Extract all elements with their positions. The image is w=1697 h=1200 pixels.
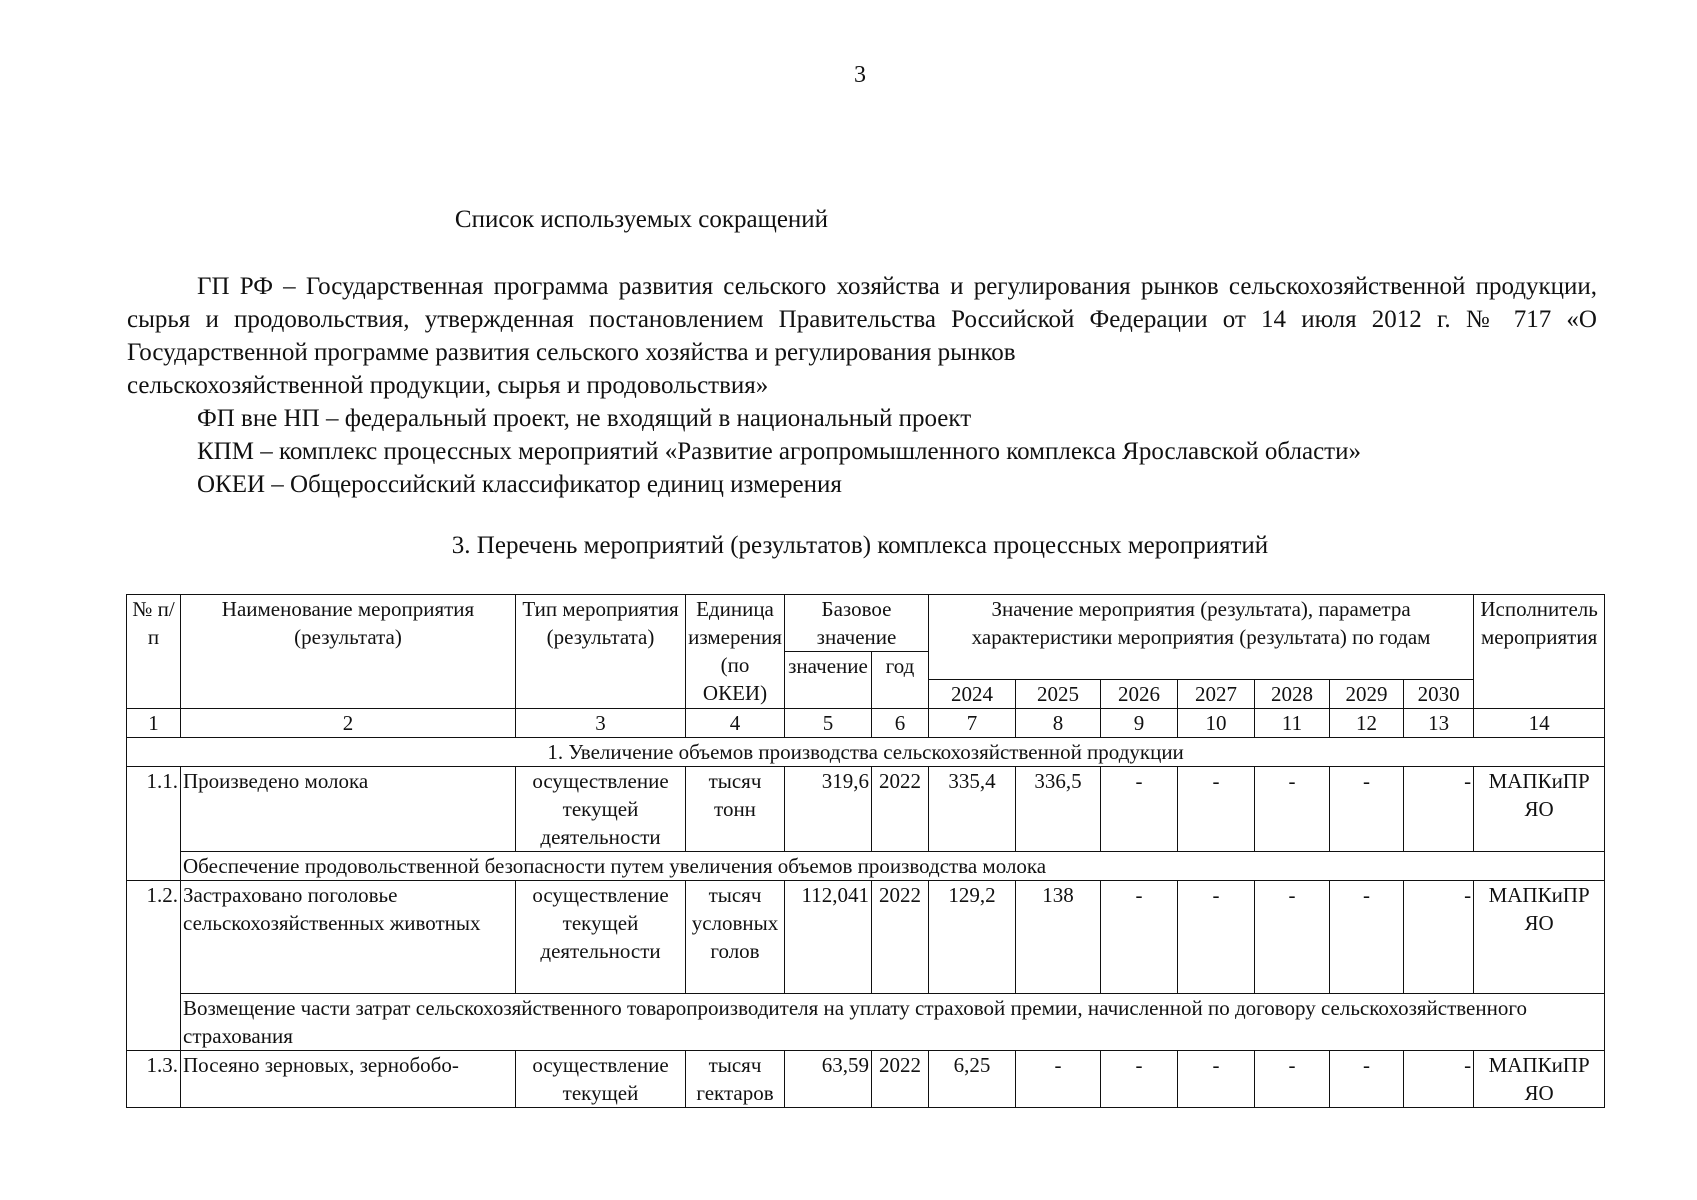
column-number: 10 xyxy=(1178,709,1255,738)
table-row xyxy=(127,1051,1605,1108)
column-number: 9 xyxy=(1101,709,1178,738)
column-number: 14 xyxy=(1474,709,1605,738)
column-numbers-row xyxy=(127,709,1605,738)
column-number: 2 xyxy=(181,709,516,738)
row-year-value: - xyxy=(1101,881,1178,994)
column-number: 8 xyxy=(1016,709,1101,738)
column-number: 6 xyxy=(872,709,929,738)
column-number: 4 xyxy=(686,709,785,738)
row-executor: МАПКиПР ЯО xyxy=(1474,1051,1605,1108)
abbreviation-item: КПМ – комплекс процессных мероприятий «Развитие агропромышленного комплекса Ярославской области» xyxy=(197,438,1361,465)
row-year-value: - xyxy=(1255,1051,1330,1108)
row-description xyxy=(127,994,1605,1051)
row-base-value: 63,59 xyxy=(785,1051,872,1108)
row-name: Произведено молока xyxy=(181,767,516,852)
abbreviation-text: ГП РФ – Государственная программа развития сельского хозяйства и регулирования рынков сельскохозяйственной продукции, сырья и продовольствия, утвержденная постановлением Правительства Российской Федерации от 14 июля 2012 г. № 717 «О Государственной программе развития сельского хозяйства и регулирования рынков xyxy=(127,273,1597,366)
row-number: 1.2. xyxy=(127,881,181,1051)
abbreviation-item: ФП вне НП – федеральный проект, не входящий в национальный проект xyxy=(197,405,972,432)
section-heading: 1. Увеличение объемов производства сельскохозяйственной продукции xyxy=(127,738,1605,767)
header-row xyxy=(127,595,1605,652)
row-year-value: - xyxy=(1255,881,1330,994)
row-unit: тысяч условных голов xyxy=(686,881,785,994)
row-year-value: 138 xyxy=(1016,881,1101,994)
row-type: осуществление текущей деятельности xyxy=(516,767,686,852)
header-executor: Исполнитель мероприятия xyxy=(1474,595,1605,709)
row-number: 1.1. xyxy=(127,767,181,881)
header-year: 2027 xyxy=(1178,680,1255,709)
row-year-value: - xyxy=(1016,1051,1101,1108)
row-year-value: 335,4 xyxy=(929,767,1016,852)
row-year-value: - xyxy=(1330,881,1404,994)
row-year-value: - xyxy=(1101,767,1178,852)
header-year: 2028 xyxy=(1255,680,1330,709)
section-title: 3. Перечень мероприятий (результатов) комплекса процессных мероприятий xyxy=(451,532,1269,559)
measures-table xyxy=(126,594,1605,1108)
column-number: 3 xyxy=(516,709,686,738)
abbreviation-item: ОКЕИ – Общероссийский классификатор единиц измерения xyxy=(197,471,842,498)
row-year-value: - xyxy=(1178,1051,1255,1108)
row-type: осуществление текущей xyxy=(516,1051,686,1108)
abbreviations-list xyxy=(127,270,1597,501)
row-unit: тысяч гектаров xyxy=(686,1051,785,1108)
row-year-value: - xyxy=(1330,1051,1404,1108)
row-base-value: 319,6 xyxy=(785,767,872,852)
row-description xyxy=(127,852,1605,881)
row-year-value: - xyxy=(1404,1051,1474,1108)
row-type: осуществление текущей деятельности xyxy=(516,881,686,994)
header-base: Базовое значение xyxy=(785,595,929,652)
header-year: 2026 xyxy=(1101,680,1178,709)
abbreviations-title: Список используемых сокращений xyxy=(454,206,829,233)
row-description-text: Возмещение части затрат сельскохозяйственного товаропроизводителя на уплату страховой премии, начисленной по договору сельскохозяйственного страхования xyxy=(181,994,1605,1051)
row-year-value: 6,25 xyxy=(929,1051,1016,1108)
row-base-year: 2022 xyxy=(872,767,929,852)
row-executor: МАПКиПР ЯО xyxy=(1474,767,1605,852)
header-name: Наименование мероприятия (результата) xyxy=(181,595,516,709)
header-unit: Единица измерения (по ОКЕИ) xyxy=(686,595,785,709)
header-num: № п/п xyxy=(127,595,181,709)
row-year-value: - xyxy=(1330,767,1404,852)
row-year-value: - xyxy=(1255,767,1330,852)
row-executor: МАПКиПР ЯО xyxy=(1474,881,1605,994)
header-base-value: значение xyxy=(785,652,872,709)
row-name: Застраховано поголовье сельскохозяйственных животных xyxy=(181,881,516,994)
row-year-value: - xyxy=(1178,767,1255,852)
row-base-year: 2022 xyxy=(872,881,929,994)
header-base-year: год xyxy=(872,652,929,709)
section-row xyxy=(127,738,1605,767)
header-year: 2030 xyxy=(1404,680,1474,709)
header-year: 2024 xyxy=(929,680,1016,709)
row-number: 1.3. xyxy=(127,1051,181,1108)
row-name: Посеяно зерновых, зернобобо- xyxy=(181,1051,516,1108)
abbreviation-item xyxy=(127,270,1597,402)
row-base-value: 112,041 xyxy=(785,881,872,994)
page-number: 3 xyxy=(854,62,866,88)
header-type: Тип мероприятия (результата) xyxy=(516,595,686,709)
row-unit: тысяч тонн xyxy=(686,767,785,852)
row-year-value: - xyxy=(1404,767,1474,852)
column-number: 1 xyxy=(127,709,181,738)
row-description-text: Обеспечение продовольственной безопасности путем увеличения объемов производства молока xyxy=(181,852,1605,881)
row-year-value: 129,2 xyxy=(929,881,1016,994)
column-number: 12 xyxy=(1330,709,1404,738)
abbreviation-text-tail: сельскохозяйственной продукции, сырья и продовольствия» xyxy=(127,372,769,399)
column-number: 5 xyxy=(785,709,872,738)
table-row xyxy=(127,767,1605,852)
table-row xyxy=(127,881,1605,994)
column-number: 7 xyxy=(929,709,1016,738)
row-base-year: 2022 xyxy=(872,1051,929,1108)
header-values-group: Значение мероприятия (результата), параметра характеристики мероприятия (результата) по годам xyxy=(929,595,1474,680)
header-year: 2025 xyxy=(1016,680,1101,709)
row-year-value: - xyxy=(1404,881,1474,994)
header-year: 2029 xyxy=(1330,680,1404,709)
column-number: 11 xyxy=(1255,709,1330,738)
row-year-value: - xyxy=(1101,1051,1178,1108)
row-year-value: 336,5 xyxy=(1016,767,1101,852)
row-year-value: - xyxy=(1178,881,1255,994)
column-number: 13 xyxy=(1404,709,1474,738)
